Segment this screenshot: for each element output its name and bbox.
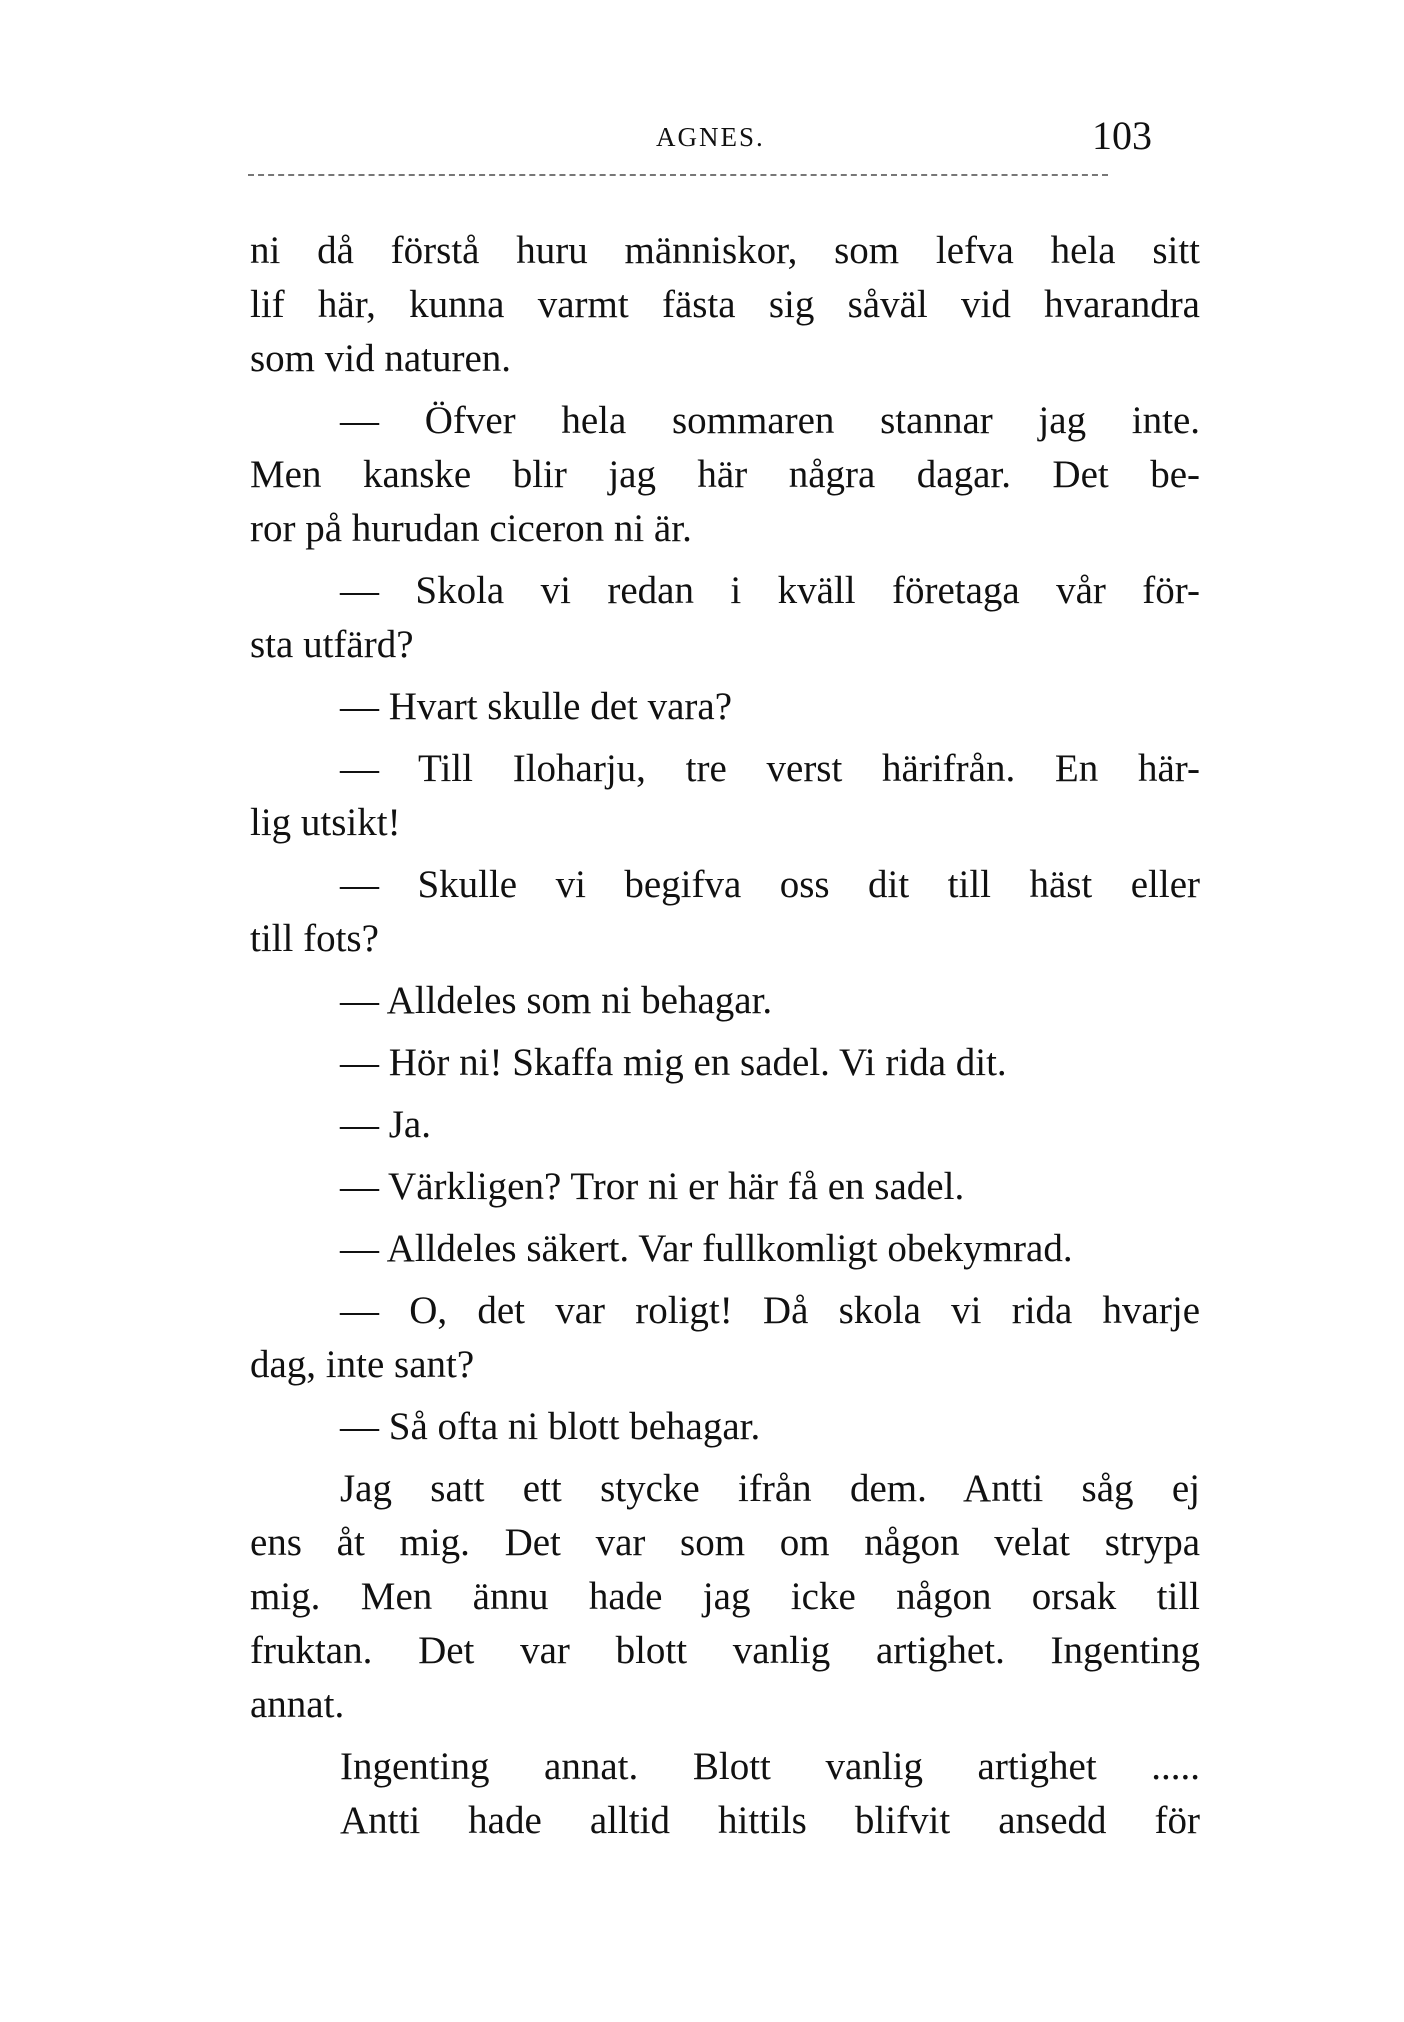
running-title: AGNES. <box>656 122 765 152</box>
text-line: — Skola vi redan i kväll företaga vår för- <box>340 569 1200 612</box>
text-line: Men kanske blir jag här några dagar. Det be- <box>250 453 1200 496</box>
text-line: ni då förstå huru människor, som lefva hela sitt <box>250 229 1200 272</box>
text-line: annat. <box>250 1683 345 1726</box>
text-line: Jag satt ett stycke ifrån dem. Antti såg ej <box>340 1467 1200 1510</box>
text-line: Antti hade alltid hittils blifvit ansedd för <box>340 1799 1200 1842</box>
text-line: till fots? <box>250 917 379 960</box>
text-line: — Hvart skulle det vara? <box>340 685 733 728</box>
text-line: — Skulle vi begifva oss dit till häst eller <box>340 863 1200 906</box>
text-line: — Hör ni! Skaffa mig en sadel. Vi rida dit. <box>340 1041 1007 1084</box>
text-line: lif här, kunna varmt fästa sig såväl vid hvarandra <box>250 283 1200 326</box>
text-line: — Till Iloharju, tre verst härifrån. En här- <box>340 747 1200 790</box>
header-rule <box>248 174 1108 176</box>
text-line: — Alldeles som ni behagar. <box>340 979 773 1022</box>
text-line: lig utsikt! <box>250 801 401 844</box>
text-line: ror på hurudan ciceron ni är. <box>250 507 692 550</box>
text-line: — O, det var roligt! Då skola vi rida hvarje <box>340 1289 1200 1332</box>
text-line: som vid naturen. <box>250 337 512 380</box>
text-line: dag, inte sant? <box>250 1343 475 1386</box>
text-line: — Så ofta ni blott behagar. <box>340 1405 761 1448</box>
text-line: — Alldeles säkert. Var fullkomligt obekymrad. <box>340 1227 1073 1270</box>
text-line: ens åt mig. Det var som om någon velat strypa <box>250 1521 1200 1564</box>
text-line: Ingenting annat. Blott vanlig artighet ..... <box>340 1745 1200 1788</box>
text-line: mig. Men ännu hade jag icke någon orsak till <box>250 1575 1200 1618</box>
text-line: fruktan. Det var blott vanlig artighet. Ingenting <box>250 1629 1200 1672</box>
text-line: — Öfver hela sommaren stannar jag inte. <box>340 399 1200 442</box>
page-number: 103 <box>1092 113 1152 158</box>
text-line: sta utfärd? <box>250 623 414 666</box>
running-head <box>0 113 1404 168</box>
body-text <box>250 224 1200 1848</box>
text-line: — Värkligen? Tror ni er här få en sadel. <box>340 1165 965 1208</box>
text-line: — Ja. <box>340 1103 431 1146</box>
